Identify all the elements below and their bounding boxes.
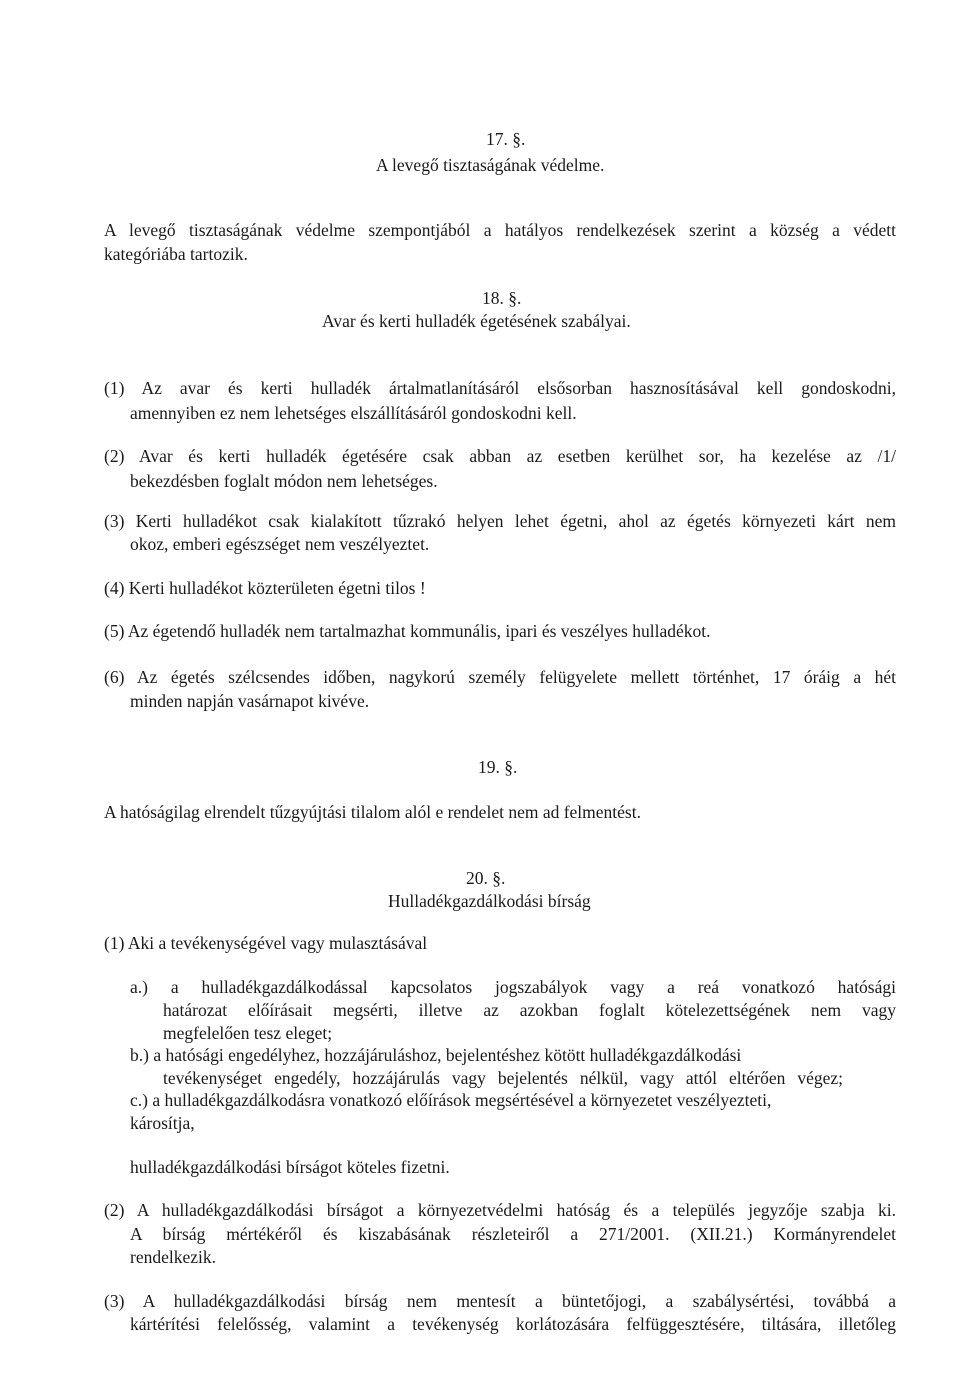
section-17-body-line-1: A levegő tisztaságának védelme szempontjából a hatályos rendelkezések szerint a község a védett	[104, 220, 896, 240]
section-18-para-2-line-2: bekezdésben foglalt módon nem lehetséges.	[130, 471, 438, 491]
section-20-para-1-intro: (1) Aki a tevékenységével vagy mulasztásával	[104, 933, 428, 953]
section-20-item-b-line-1: b.) a hatósági engedélyhez, hozzájáruláshoz, bejelentéshez kötött hulladékgazdálkodási	[130, 1045, 742, 1065]
section-20-para-2-line-1: (2) A hulladékgazdálkodási bírságot a környezetvédelmi hatóság és a település jegyzője szabja ki.	[104, 1200, 896, 1220]
section-20-item-c-line-1: c.) a hulladékgazdálkodásra vonatkozó előírások megsértésével a környezetet veszélyezteti,	[130, 1090, 772, 1110]
section-18-para-3-line-1: (3) Kerti hulladékot csak kialakított tűzrakó helyen lehet égetni, ahol az égetés környezeti kárt nem	[104, 511, 896, 531]
section-18-para-1-line-1: (1) Az avar és kerti hulladék ártalmatlanításáról elsősorban hasznosításával kell gondoskodni,	[104, 378, 896, 398]
section-20-item-b-line-2: tevékenységet engedély, hozzájárulás vagy bejelentés nélkül, vagy attól eltérően végez;	[163, 1068, 843, 1088]
section-20-para-1-conclusion: hulladékgazdálkodási bírságot köteles fizetni.	[130, 1157, 450, 1177]
section-19-number: 19. §.	[478, 757, 518, 777]
section-18-para-3-line-2: okoz, emberi egészséget nem veszélyeztet.	[130, 534, 430, 554]
section-18-title: Avar és kerti hulladék égetésének szabályai.	[322, 311, 631, 331]
section-20-item-a-line-1: a.) a hulladékgazdálkodással kapcsolatos jogszabályok vagy a reá vonatkozó hatósági	[130, 977, 896, 997]
section-18-para-4: (4) Kerti hulladékot közterületen égetni tilos !	[104, 578, 426, 598]
section-20-number: 20. §.	[466, 868, 506, 888]
section-18-para-1-line-2: amennyiben ez nem lehetséges elszállításáról gondoskodni kell.	[130, 403, 577, 423]
section-18-para-2-line-1: (2) Avar és kerti hulladék égetésére csak abban az esetben kerülhet sor, ha kezelése az /1/	[104, 446, 896, 466]
section-20-para-3-line-1: (3) A hulladékgazdálkodási bírság nem mentesít a büntetőjogi, a szabálysértési, továbbá a	[104, 1291, 896, 1311]
section-18-para-6-line-1: (6) Az égetés szélcsendes időben, nagykorú személy felügyelete mellett történhet, 17 óráig a hét	[104, 667, 896, 687]
section-19-body: A hatóságilag elrendelt tűzgyújtási tilalom alól e rendelet nem ad felmentést.	[104, 802, 641, 822]
section-20-item-a-line-3: megfelelően tesz eleget;	[163, 1023, 333, 1043]
section-20-title: Hulladékgazdálkodási bírság	[388, 891, 591, 911]
section-18-para-5: (5) Az égetendő hulladék nem tartalmazhat kommunális, ipari és veszélyes hulladékot.	[104, 621, 711, 641]
section-20-para-2-line-3: rendelkezik.	[130, 1247, 216, 1267]
section-17-body-line-2: kategóriába tartozik.	[104, 244, 248, 264]
section-17-title: A levegő tisztaságának védelme.	[376, 155, 605, 175]
section-17-number: 17. §.	[486, 129, 526, 149]
section-20-para-3-line-2: kártérítési felelősség, valamint a tevékenység korlátozására felfüggesztésére, tiltására, illetőleg	[130, 1314, 896, 1334]
section-20-item-c-line-2: károsítja,	[130, 1113, 195, 1133]
section-20-para-2-line-2: A bírság mértékéről és kiszabásának részleteiről a 271/2001. (XII.21.) Kormányrendelet	[130, 1224, 896, 1244]
section-18-para-6-line-2: minden napján vasárnapot kivéve.	[130, 691, 370, 711]
section-18-number: 18. §.	[482, 288, 522, 308]
section-20-item-a-line-2: határozat előírásait megsérti, illetve az azokban foglalt kötelezettségének nem vagy	[163, 1000, 896, 1020]
